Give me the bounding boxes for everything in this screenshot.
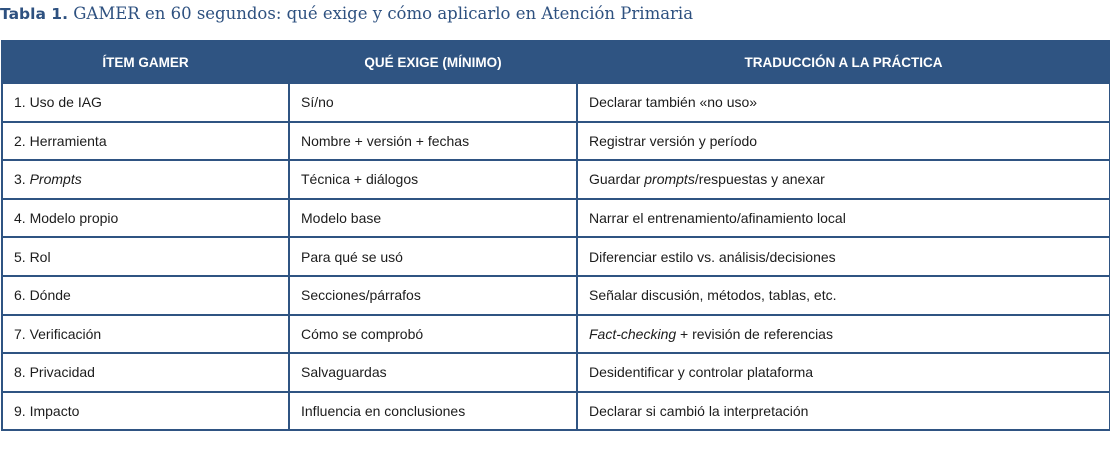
cell-item: 7. Verificación — [2, 315, 289, 354]
cell-requirement: Técnica + diálogos — [289, 160, 577, 199]
cell-item: 5. Rol — [2, 237, 289, 276]
cell-practice — [577, 315, 1110, 354]
caption-title: GAMER en 60 segundos: qué exige y cómo aplicarlo en Atención Primaria — [73, 4, 694, 23]
cell-item: 9. Impacto — [2, 392, 289, 431]
table-row — [2, 122, 1110, 161]
practice-term-italic: prompts — [644, 171, 695, 188]
gamer-table — [1, 40, 1110, 431]
cell-item — [2, 160, 289, 199]
cell-requirement: Secciones/párrafos — [289, 276, 577, 315]
table-header-row — [2, 41, 1110, 83]
item-prefix: 2. — [14, 132, 30, 149]
cell-item: 4. Modelo propio — [2, 199, 289, 238]
cell-item: 8. Privacidad — [2, 353, 289, 392]
caption-label: Tabla 1. — [0, 5, 68, 23]
cell-requirement: Sí/no — [289, 83, 577, 122]
cell-practice: Registrar versión y período — [577, 122, 1110, 161]
cell-practice: Declarar si cambió la interpretación — [577, 392, 1110, 431]
cell-requirement: Para qué se usó — [289, 237, 577, 276]
cell-requirement: Salvaguardas — [289, 353, 577, 392]
header-practice: TRADUCCIÓN A LA PRÁCTICA — [577, 41, 1110, 83]
cell-item: 6. Dónde — [2, 276, 289, 315]
table-caption — [0, 2, 693, 30]
table-row — [2, 199, 1110, 238]
cell-practice: Desidentificar y controlar plataforma — [577, 353, 1110, 392]
header-requirement: QUÉ EXIGE (MÍNIMO) — [289, 41, 577, 83]
table-row — [2, 276, 1110, 315]
cell-practice: Diferenciar estilo vs. análisis/decisiones — [577, 237, 1110, 276]
practice-post: /respuestas y anexar — [694, 171, 825, 188]
cell-practice — [577, 160, 1110, 199]
header-item: ÍTEM GAMER — [2, 41, 289, 83]
cell-practice: Declarar también «no uso» — [577, 83, 1110, 122]
practice-post: + revisión de referencias — [676, 325, 833, 342]
table-row — [2, 353, 1110, 392]
table-row — [2, 83, 1110, 122]
item-prefix: 3. — [14, 171, 30, 188]
cell-requirement: Modelo base — [289, 199, 577, 238]
cell-requirement: Nombre + versión + fechas — [289, 122, 577, 161]
item-term: Herramienta — [29, 132, 107, 149]
practice-term-italic: Fact-checking — [589, 325, 677, 342]
table-row — [2, 392, 1110, 431]
cell-requirement: Influencia en conclusiones — [289, 392, 577, 431]
cell-item: 1. Uso de IAG — [2, 83, 289, 122]
item-term-italic: Prompts — [29, 171, 82, 188]
cell-practice: Narrar el entrenamiento/afinamiento local — [577, 199, 1110, 238]
table-row — [2, 315, 1110, 354]
cell-requirement: Cómo se comprobó — [289, 315, 577, 354]
cell-item — [2, 122, 289, 161]
table-row — [2, 160, 1110, 199]
cell-practice: Señalar discusión, métodos, tablas, etc. — [577, 276, 1110, 315]
practice-pre: Guardar — [589, 171, 645, 188]
table-row — [2, 237, 1110, 276]
